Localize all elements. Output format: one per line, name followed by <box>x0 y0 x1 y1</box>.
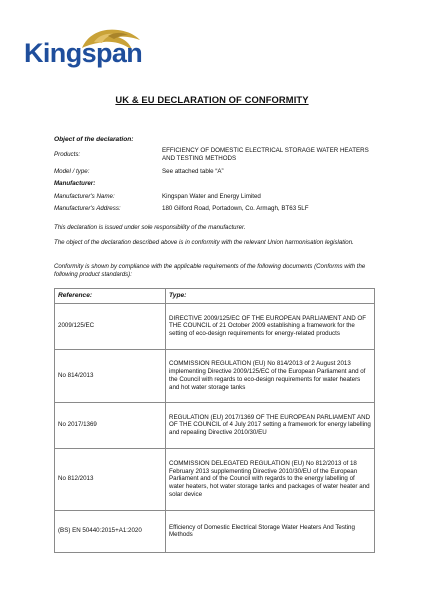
conformity-statement: The object of the declaration described above is in conformity with the relevant Union harmonisation legislation. <box>54 239 354 246</box>
products-label: Products: <box>54 151 81 158</box>
reference-cell: No 814/2013 <box>55 349 166 402</box>
reference-cell: No 2017/1369 <box>55 402 166 448</box>
type-cell: COMMISSION REGULATION (EU) No 814/2013 of 2 August 2013 implementing Directive 2009/125/EC of the European Parliament and of the Council with regards to eco-design requirements for water heaters and hot water storage tanks <box>166 349 375 402</box>
table-row <box>55 510 375 552</box>
type-header: Type: <box>166 289 375 304</box>
products-value: EFFICIENCY OF DOMESTIC ELECTRICAL STORAGE WATER HEATERS AND TESTING METHODS <box>162 147 369 162</box>
type-cell: REGULATION (EU) 2017/1369 OF THE EUROPEAN PARLIAMENT AND OF THE COUNCIL of 4 July 2017 setting a framework for energy labelling and repealing Directive 2010/30/EU <box>166 402 375 448</box>
type-cell: COMMISSION DELEGATED REGULATION (EU) No 812/2013 of 18 February 2013 supplementing Directive 2010/30/EU of the European Parliament and of the Council with regards to the energy labelling of water heaters, hot water storage tanks and packages of water heater and solar device <box>166 448 375 510</box>
table-row <box>55 402 375 448</box>
reference-header: Reference: <box>55 289 166 304</box>
conformity-table <box>54 288 375 553</box>
table-header-row <box>55 289 375 304</box>
compliance-statement: Conformity is shown by compliance with the applicable requirements of the following documents (Conforms with the following product standards): <box>54 263 366 278</box>
reference-cell: (BS) EN 50440:2015+A1:2020 <box>55 510 166 552</box>
document-title: UK & EU DECLARATION OF CONFORMITY <box>115 94 309 105</box>
kingspan-wordmark: Kingspan <box>24 38 143 68</box>
manufacturer-heading: Manufacturer: <box>54 180 96 187</box>
table-row <box>55 349 375 402</box>
manufacturer-address-label: Manufacturer's Address: <box>54 205 121 212</box>
responsibility-statement: This declaration is issued under sole responsibility of the manufacturer. <box>54 224 246 231</box>
manufacturer-name-label: Manufacturer's Name: <box>54 193 115 200</box>
table-row <box>55 448 375 510</box>
model-label: Model / type: <box>54 168 90 175</box>
kingspan-logo <box>24 28 174 78</box>
type-cell: Efficiency of Domestic Electrical Storage Water Heaters And Testing Methods <box>166 510 375 552</box>
reference-cell: 2009/125/EC <box>55 303 166 349</box>
type-cell: DIRECTIVE 2009/125/EC OF THE EUROPEAN PARLIAMENT AND OF THE COUNCIL of 21 October 2009 establishing a framework for the setting of eco-design requirements for energy-related products <box>166 303 375 349</box>
reference-cell: No 812/2013 <box>55 448 166 510</box>
model-value: See attached table “A” <box>162 168 224 175</box>
manufacturer-address-value: 180 Gilford Road, Portadown, Co. Armagh, BT63 5LF <box>162 205 309 212</box>
manufacturer-name-value: Kingspan Water and Energy Limited <box>162 193 261 200</box>
object-section-title: Object of the declaration: <box>54 136 134 143</box>
table-row <box>55 303 375 349</box>
products-row <box>54 147 374 165</box>
